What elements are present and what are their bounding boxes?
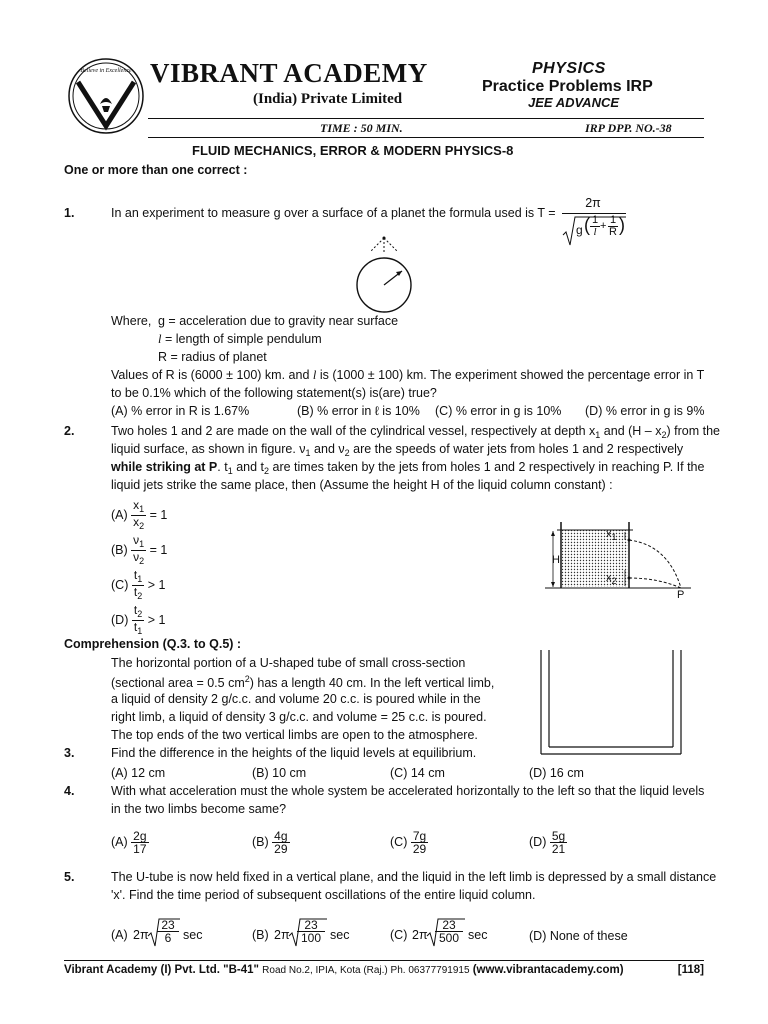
page-number: [118] bbox=[677, 964, 704, 976]
formula-numerator: 2π bbox=[585, 196, 601, 210]
q2-option-a[interactable]: (A) $\frac{x_1}{x_2}$ = 1 bbox=[111, 498, 168, 531]
org-subtitle: (India) Private Limited bbox=[253, 91, 403, 107]
vessel-label-x2: $x_2$ bbox=[606, 572, 617, 586]
svg-text:Believe in Excellence: Believe in Excellence bbox=[80, 68, 132, 74]
comprehension-heading: Comprehension (Q.3. to Q.5) : bbox=[64, 637, 242, 651]
question-number-2: 2. bbox=[64, 424, 75, 438]
formula-plus: + bbox=[600, 220, 607, 232]
logo-emblem-icon bbox=[66, 56, 146, 136]
q3-option-d[interactable]: (D) 16 cm bbox=[529, 766, 584, 780]
footer-website[interactable]: (www.vibrantacademy.com) bbox=[472, 964, 624, 976]
series-title: Practice Problems IRP bbox=[482, 78, 653, 95]
q1-text: In an experiment to measure g over a surface of a planet the formula used is T = bbox=[111, 206, 556, 220]
header-rule-top bbox=[148, 118, 704, 119]
time-label: TIME : 50 MIN. bbox=[320, 121, 403, 135]
q1-where-R: R = radius of planet bbox=[158, 350, 267, 364]
q2-line3: while striking at P. $t_1$ and $t_2$ are times taken by the jets from holes 1 and 2 respectively in reaching P. If the bbox=[111, 460, 705, 476]
question-number-5: 5. bbox=[64, 870, 75, 884]
footer-address: Road No.2, IPIA, Kota (Raj.) Ph. 06377791915 bbox=[262, 965, 470, 976]
q1-where-g: g = acceleration due to gravity near surface bbox=[158, 314, 399, 328]
q2-option-b[interactable]: (B) $\frac{\nu_1}{\nu_2}$ = 1 bbox=[111, 533, 168, 566]
formula-paren-close: ) bbox=[619, 215, 625, 235]
q1-option-c[interactable]: (C) % error in g is 10% bbox=[435, 404, 562, 418]
planet-pendulum-figure bbox=[350, 234, 420, 314]
q4-option-a[interactable]: (A) $\frac{2g}{17}$ bbox=[111, 829, 147, 856]
q5-line1: The U-tube is now held fixed in a vertical plane, and the liquid in the left limb is depressed by a small distance bbox=[111, 870, 717, 884]
logo bbox=[66, 56, 146, 136]
q4-line2: in the two limbs become same? bbox=[111, 802, 287, 816]
q1-values-line2: to be 0.1% which of the following statement(s) is(are) true? bbox=[111, 386, 437, 400]
footer-rule bbox=[64, 960, 704, 961]
footer bbox=[64, 964, 708, 976]
q1-option-a[interactable]: (A) % error in R is 1.67% bbox=[111, 404, 250, 418]
q1-option-b[interactable]: (B) % error in ℓ is 10% bbox=[297, 404, 420, 418]
q4-option-d[interactable]: (D) $\frac{5g}{21}$ bbox=[529, 829, 566, 856]
org-name: VIBRANT ACADEMY bbox=[150, 58, 428, 88]
comprehension-line-4: right limb, a liquid of density 3 g/c.c. and volume = 25 c.c. is poured. bbox=[111, 710, 487, 724]
question-number-4: 4. bbox=[64, 784, 75, 798]
q1-where-label: Where, bbox=[111, 314, 152, 328]
exam-name: JEE ADVANCE bbox=[528, 95, 620, 110]
question-number-3: 3. bbox=[64, 746, 75, 760]
u-tube-figure bbox=[536, 650, 686, 758]
vessel-label-H: H bbox=[552, 554, 560, 566]
q3-text: Find the difference in the heights of the liquid levels at equilibrium. bbox=[111, 746, 477, 760]
q5-line2: 'x'. Find the time period of subsequent oscillations of the entire liquid column. bbox=[111, 888, 536, 902]
q1-where-l: l = length of simple pendulum bbox=[158, 332, 322, 346]
footer-company: Vibrant Academy (I) Pvt. Ltd. "B-41" bbox=[64, 964, 259, 976]
q5-option-b[interactable]: (B) 2π $\frac{23}{100}$ sec bbox=[252, 916, 372, 950]
formula-frac-R: 1 R bbox=[609, 214, 617, 238]
formula-paren-open: ( bbox=[584, 215, 590, 235]
q2-line2: liquid surface, as shown in figure. $\nu_1$ and $\nu_2$ are the speeds of water jets from holes 1 and 2 respectively bbox=[111, 442, 684, 458]
q4-option-b[interactable]: (B) $\frac{4g}{29}$ bbox=[252, 829, 288, 856]
q3-option-c[interactable]: (C) 14 cm bbox=[390, 766, 445, 780]
comprehension-line-1: The horizontal portion of a U-shaped tube of small cross-section bbox=[111, 656, 466, 670]
q5-option-a[interactable]: (A) 2π $\frac{23}{6}$ sec bbox=[111, 916, 221, 950]
q2-option-d[interactable]: (D) $\frac{t_2}{t_1}$ > 1 bbox=[111, 603, 166, 636]
q2-line1: Two holes 1 and 2 are made on the wall of the cylindrical vessel, respectively at depth $x_1$ and $(H - x_2)$ from the bbox=[111, 424, 720, 440]
question-number-1: 1. bbox=[64, 206, 75, 220]
subject: PHYSICS bbox=[532, 60, 606, 77]
q4-option-c[interactable]: (C) $\frac{7g}{29}$ bbox=[390, 829, 427, 856]
formula-frac-l: 1 l bbox=[591, 214, 599, 238]
q3-option-b[interactable]: (B) 10 cm bbox=[252, 766, 307, 780]
q2-option-c[interactable]: (C) $\frac{t_1}{t_2}$ > 1 bbox=[111, 568, 166, 601]
q5-option-d[interactable]: (D) None of these bbox=[529, 929, 628, 943]
vessel-label-P: P bbox=[677, 589, 685, 601]
q2-line4: liquid jets strike the same place, then (Assume the height H of the liquid column constant) : bbox=[111, 478, 613, 492]
q1-option-d[interactable]: (D) % error in g is 9% bbox=[585, 404, 705, 418]
instruction: One or more than one correct : bbox=[64, 163, 248, 177]
page-title: FLUID MECHANICS, ERROR & MODERN PHYSICS-8 bbox=[192, 143, 514, 158]
comprehension-line-3: a liquid of density 2 g/c.c. and volume 20 c.c. is poured while in the bbox=[111, 692, 481, 706]
formula-g: g bbox=[576, 223, 583, 237]
comprehension-line-2: (sectional area = 0.5 $cm^2$) has a length 40 cm. In the left vertical limb, bbox=[111, 674, 495, 690]
vessel-figure bbox=[543, 520, 693, 602]
q1-values-line1: Values of R is (6000 ± 100) km. and l is (1000 ± 100) km. The experiment showed the percentage error in T bbox=[111, 368, 705, 382]
dpp-number: IRP DPP. NO.-38 bbox=[585, 121, 672, 135]
header-rule-bottom bbox=[148, 137, 704, 138]
vessel-label-x1: $x_1$ bbox=[606, 528, 617, 542]
comprehension-line-5: The top ends of the two vertical limbs are open to the atmosphere. bbox=[111, 728, 478, 742]
q3-option-a[interactable]: (A) 12 cm bbox=[111, 766, 166, 780]
q5-option-c[interactable]: (C) 2π $\frac{23}{500}$ sec bbox=[390, 916, 510, 950]
q1-formula bbox=[562, 196, 628, 248]
q4-line1: With what acceleration must the whole system be accelerated horizontally to the left so that the liquid levels bbox=[111, 784, 705, 798]
